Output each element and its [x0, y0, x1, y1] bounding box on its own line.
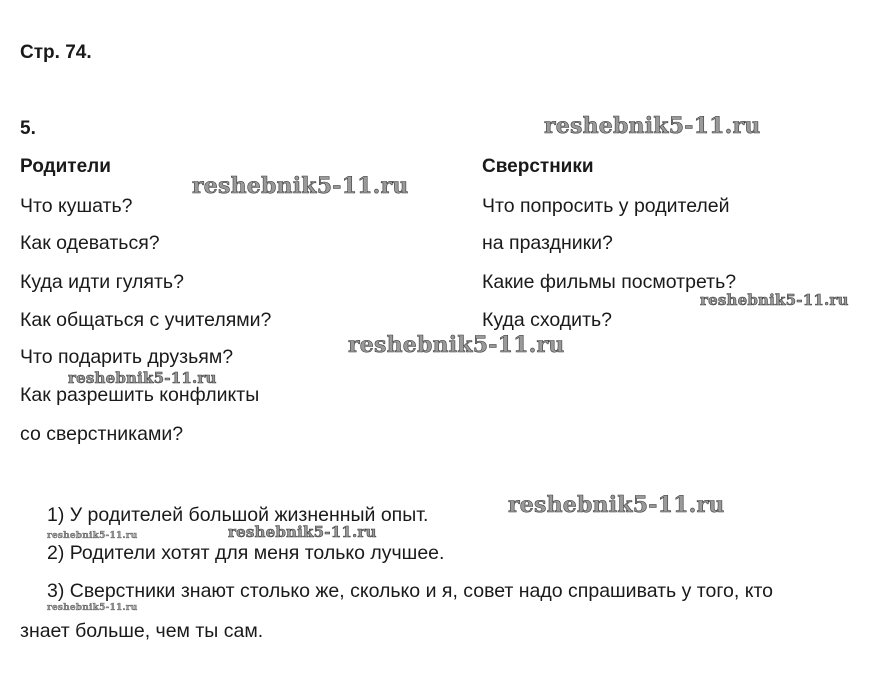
watermark: reshebnik5-11.ru [348, 332, 565, 358]
parents-line: Как общаться с учителями? [20, 309, 272, 331]
parents-line: Как одеваться? [20, 232, 160, 254]
exercise-number: 5. [20, 118, 36, 139]
page-label: Стр. 74. [20, 42, 92, 63]
parents-line: Что кушать? [20, 195, 133, 217]
watermark: reshebnik5-11.ru [68, 369, 217, 387]
peers-line: Какие фильмы посмотреть? [482, 271, 737, 293]
peers-heading: Сверстники [482, 156, 594, 177]
parents-line: Куда идти гулять? [20, 271, 184, 293]
watermark: reshebnik5-11.ru [228, 523, 377, 541]
parents-heading: Родители [20, 156, 111, 177]
parents-line: со сверстниками? [20, 423, 184, 445]
peers-line: Куда сходить? [482, 309, 613, 331]
watermark: reshebnik5-11.ru [47, 603, 138, 613]
peers-line: Что попросить у родителей [482, 195, 730, 217]
answer-item-2: 2) Родители хотят для меня только лучшее. [47, 542, 445, 564]
watermark: reshebnik5-11.ru [700, 291, 849, 309]
watermark: reshebnik5-11.ru [192, 173, 409, 199]
watermark: reshebnik5-11.ru [47, 531, 138, 541]
answer-item-3-line-2: знает больше, чем ты сам. [20, 620, 264, 642]
peers-line: на праздники? [482, 232, 613, 254]
parents-line: Как разрешить конфликты [20, 384, 260, 406]
parents-line: Что подарить друзьям? [20, 346, 234, 368]
watermark: reshebnik5-11.ru [544, 113, 761, 139]
answer-item-3-line-1: 3) Сверстники знают столько же, сколько и я, совет надо спрашивать у того, кто [47, 580, 774, 602]
answer-item-1: 1) У родителей большой жизненный опыт. [47, 504, 429, 526]
watermark: reshebnik5-11.ru [508, 492, 725, 518]
